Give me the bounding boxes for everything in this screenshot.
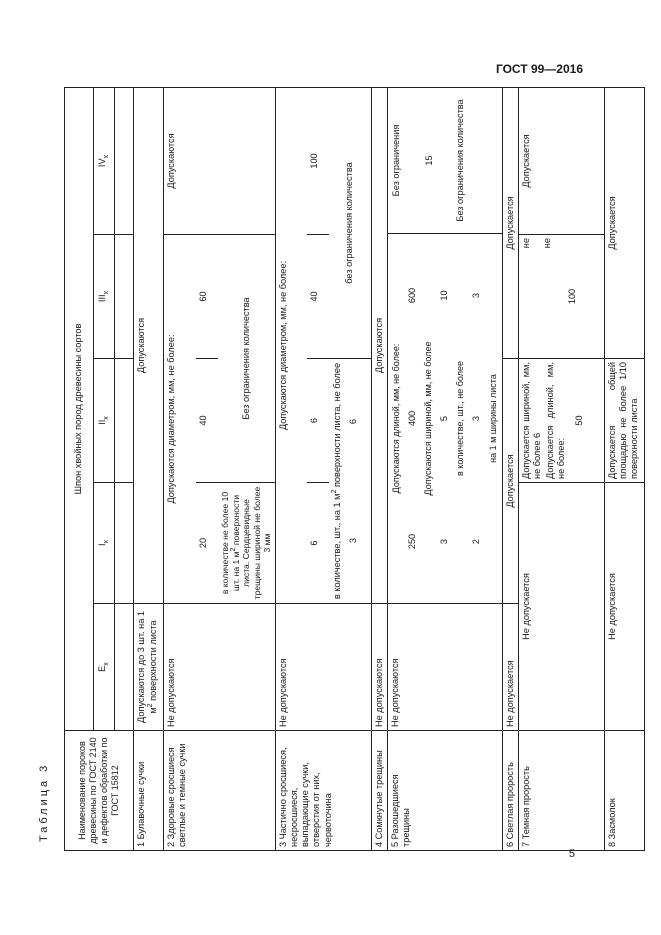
header-spacer-e xyxy=(115,604,134,731)
row7-width-tail: не xyxy=(520,238,531,249)
row5-count-i: 2 xyxy=(471,538,482,545)
row5-iv-count: Без ограничения количества xyxy=(455,99,466,222)
row5-name: 5 Разошедшиеся трещины xyxy=(388,731,503,851)
row7-grade-ii xyxy=(518,359,604,483)
table-row xyxy=(518,87,604,850)
header-grades-group: Шпон хвойных пород древесины сортов xyxy=(65,87,94,730)
row5-grades-block xyxy=(388,87,503,603)
table-row xyxy=(275,87,307,850)
row5-count-ii: 3 xyxy=(471,415,482,422)
row7-grade-iii xyxy=(518,235,604,359)
row3-diameter-title: Допускаются диаметром, мм, не более: xyxy=(275,87,307,603)
row6-grade-e: Не допускается xyxy=(502,604,518,731)
row2-value-iii: 60 xyxy=(196,235,218,359)
row5-length-i: 250 xyxy=(406,533,417,550)
row8-grade-ii: Допускается общей площадью не более 1/10 поверхности листа xyxy=(604,359,644,483)
row3-dia-iv: 100 xyxy=(307,87,329,234)
row5-iv-width: 15 xyxy=(424,155,435,166)
row3-grade-e: Не допускаются xyxy=(275,604,371,731)
row5-length-ii: 400 xyxy=(406,410,417,427)
table-row xyxy=(371,87,387,850)
row5-width-i: 3 xyxy=(439,538,450,545)
row2-note-i: в количестве не более 10 шт. на 1 $м^2$ поверхности листа. Сердцевидные трещины шириной не более 3 мм xyxy=(218,483,276,604)
rotated-table-container xyxy=(64,88,640,851)
row7-grades-e-i: Не допускается xyxy=(518,483,604,731)
header-grade-e: $E_х$ xyxy=(94,604,115,731)
row3-dia-i: 6 xyxy=(307,483,329,604)
row5-width-title: Допускаются шириной, мм, не более xyxy=(423,341,434,496)
row5-width-ii: 5 xyxy=(439,415,450,422)
row7-name: 7 Темная прорость xyxy=(518,731,604,851)
table-row xyxy=(604,87,644,850)
header-spacer-ii xyxy=(115,359,134,483)
row1-grades-i-iv: Допускаются xyxy=(134,87,164,603)
header-grade-ii: $II_х$ xyxy=(94,359,115,483)
document-id: ГОСТ 99—2016 xyxy=(495,62,583,76)
row3-count-note-i-ii: в количестве, шт., на 1 $м^2$ поверхности листа, не более 3 6 xyxy=(329,359,371,604)
row5-count-title: в количестве, шт., не более xyxy=(455,361,466,476)
row7-length-iii: 100 xyxy=(567,288,578,305)
row2-grade-iv: Допускаются xyxy=(164,87,276,234)
row5-iv-length: Без ограничения xyxy=(391,124,401,197)
row8-grades-e-i: Не допускается xyxy=(604,483,644,731)
row3-name: 3 Частично сросшиеся, несросшиеся, выпадающие сучки, отверстия от них, червоточина xyxy=(275,731,371,851)
row4-grade-e: Не допускаются xyxy=(371,604,387,731)
header-spacer-iii xyxy=(115,235,134,359)
header-spacer-i xyxy=(115,483,134,604)
row5-count-iii: 3 xyxy=(471,292,482,299)
row7-width-note: Допускается шириной, мм, не более 6 xyxy=(520,362,542,479)
table-row xyxy=(502,87,518,850)
row2-grade-e: Не допускаются xyxy=(164,604,276,731)
row7-length-tail: не xyxy=(541,238,552,249)
row8-grades-iii-iv: Допускается xyxy=(604,87,644,358)
row1-name: 1 Булавочные сучки xyxy=(134,731,164,851)
row6-name: 6 Светлая прорость xyxy=(502,731,518,851)
header-spacer-iv xyxy=(115,87,134,234)
page-number: 5 xyxy=(568,848,575,860)
row6-grades-iii-iv: Допускается xyxy=(502,87,518,358)
row3-dia-iii: 40 xyxy=(307,235,329,359)
row2-note-ii-iii: Без ограничения количества xyxy=(218,235,276,483)
row7-length-ii: 50 xyxy=(573,415,584,426)
row4-name: 4 Сомкнутые трещины xyxy=(371,731,387,851)
row6-grades-i-ii: Допускается xyxy=(502,359,518,604)
row8-name: 8 Засмолок xyxy=(604,731,644,851)
table-row xyxy=(164,87,196,850)
row2-value-ii: 40 xyxy=(196,359,218,483)
row5-length-title: Допускаются длиной, мм, не более: xyxy=(391,343,401,494)
row3-count-i: 3 xyxy=(347,537,358,544)
row5-grade-e: Не допускаются xyxy=(388,604,503,731)
row2-value-i: 20 xyxy=(196,483,218,604)
table-row xyxy=(134,87,164,850)
header-grade-i: $I_х$ xyxy=(94,483,115,604)
row4-grades-i-iv: Допускаются xyxy=(371,87,387,603)
row7-length-note: Допускается длиной, мм, не более: xyxy=(545,362,567,479)
table-caption: Таблица 3 xyxy=(38,762,50,842)
defects-table xyxy=(64,87,645,851)
row3-dia-ii: 6 xyxy=(307,359,329,483)
table-row xyxy=(388,87,503,850)
row3-count-ii: 6 xyxy=(347,418,358,425)
row5-per-width-note: на 1 м ширины листа xyxy=(487,374,498,463)
row7-grade-iv: Допускается xyxy=(518,87,604,234)
header-grade-iii: $III_х$ xyxy=(94,235,115,359)
row2-diameter-title: Допускаются диаметром, мм, не более: xyxy=(164,235,196,604)
row2-name: 2 Здоровые сросшиеся светлые и темные сучки xyxy=(164,731,276,851)
row5-grade-iv xyxy=(388,88,502,233)
row5-width-iii: 10 xyxy=(439,290,450,301)
row1-grade-e: Допускаются до 3 шт. на 1 $м^2$ поверхности листа xyxy=(134,604,164,731)
row5-grades-i-iii xyxy=(388,233,502,603)
header-grade-iv: $IV_х$ xyxy=(94,87,115,234)
row5-length-iii: 600 xyxy=(406,287,417,304)
row3-note-iii-iv: без ограничения количества xyxy=(329,87,371,358)
header-defect-name: Наименование пороков древесины по ГОСТ 2140 и дефектов обработки по ГОСТ 15812 xyxy=(65,731,134,851)
